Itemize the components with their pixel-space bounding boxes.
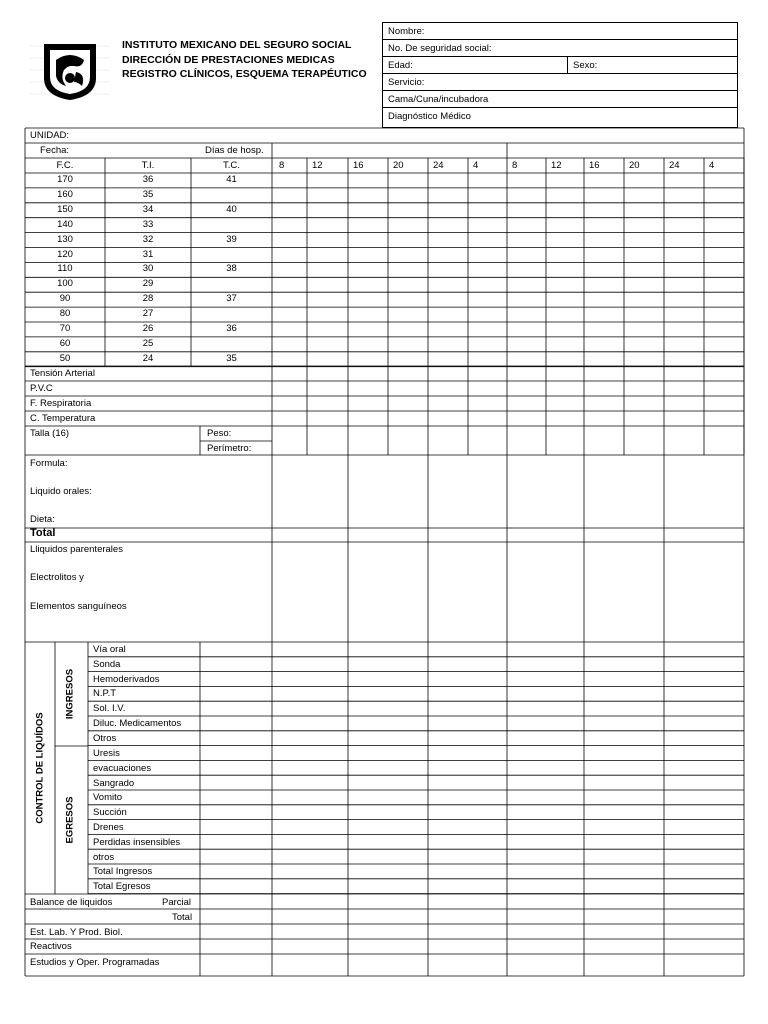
col-fc-header: F.C. <box>56 160 74 171</box>
egreso-item: evacuaciones <box>93 762 152 774</box>
egreso-item: Uresis <box>93 748 120 759</box>
fc-value: 150 <box>57 203 73 215</box>
tc-value: 39 <box>226 233 237 245</box>
ti-value: 34 <box>142 203 154 215</box>
fc-value: 120 <box>57 248 73 260</box>
tc-value: 37 <box>226 293 237 305</box>
hour-header: 8 <box>512 160 518 171</box>
balance-label: Balance de liquidos <box>30 897 113 908</box>
hour-header: 16 <box>353 160 364 171</box>
fc-value: 140 <box>57 218 73 230</box>
dieta-label: Dieta: <box>30 514 55 525</box>
reactivos-label: Reactivos <box>30 941 72 952</box>
age-label: Edad: <box>388 60 413 71</box>
sex-label: Sexo: <box>573 60 598 71</box>
total-label: Total <box>30 527 56 539</box>
perimetro-label: Perímetro: <box>207 443 252 454</box>
unit-label: UNIDAD: <box>30 130 70 141</box>
tc-value: 35 <box>226 352 237 364</box>
hour-header: 4 <box>473 160 479 171</box>
ingreso-item: Sol. I.V. <box>93 703 126 715</box>
ti-value: 28 <box>142 293 154 305</box>
col-ti-header: T.I. <box>141 160 155 171</box>
ti-value: 36 <box>142 174 154 185</box>
estudios-label: Estudios y Oper. Programadas <box>30 957 160 968</box>
formula-label: Formula: <box>30 458 68 469</box>
fc-value: 130 <box>57 233 73 245</box>
tc-value: 36 <box>226 323 237 334</box>
fc-value: 160 <box>57 188 73 200</box>
fc-value: 90 <box>59 293 71 305</box>
direction-name: DIRECCIÓN DE PRESTACIONES MEDICAS <box>122 53 335 66</box>
ingreso-item: Hemoderivados <box>93 673 160 685</box>
ingreso-item: Vía oral <box>93 644 126 655</box>
ssn-label: No. De seguridad social: <box>388 43 492 54</box>
talla-label: Talla (16) <box>30 428 70 439</box>
electrolitos-label: Electrolitos y <box>30 572 84 583</box>
parcial-label: Parcial <box>162 897 192 908</box>
ingreso-item: Diluc. Medicamentos <box>93 718 182 729</box>
hour-header: 12 <box>312 160 323 171</box>
fc-value: 50 <box>59 352 71 364</box>
ingreso-item: N.P.T <box>93 688 117 700</box>
parenterales-label: Lliquidos parenterales <box>30 544 123 555</box>
fc-value: 80 <box>59 308 71 320</box>
ti-value: 30 <box>142 263 154 275</box>
egreso-item: Vomito <box>93 792 123 804</box>
ingreso-item: Sonda <box>93 658 121 670</box>
vital-tension: Tensión Arterial <box>30 368 95 379</box>
ti-value: 33 <box>142 218 154 230</box>
fc-value: 70 <box>59 323 71 334</box>
vital-temperatura: C. Temperatura <box>30 413 96 424</box>
control-liquidos-label: CONTROL DE LIQUÍDOS <box>34 712 46 824</box>
ti-value: 27 <box>142 308 154 320</box>
hour-header: 12 <box>551 160 562 171</box>
hour-header: 24 <box>669 160 680 171</box>
tc-value: 40 <box>226 203 237 215</box>
bed-label: Cama/Cuna/incubadora <box>388 94 489 105</box>
col-tc-header: T.C. <box>223 160 240 171</box>
egreso-item: Sangrado <box>93 777 135 789</box>
ti-value: 29 <box>142 278 154 290</box>
fc-value: 100 <box>57 278 73 290</box>
egreso-item: Drenes <box>93 822 124 833</box>
egreso-item: Total Ingresos <box>93 866 153 878</box>
hosp-days-label: Días de hosp. <box>205 145 264 156</box>
sanguineos-label: Elementos sanguíneos <box>30 601 127 612</box>
ti-value: 31 <box>142 248 154 260</box>
ingreso-item: Otros <box>93 732 117 744</box>
hour-header: 20 <box>393 160 404 171</box>
hour-header: 24 <box>433 160 444 171</box>
fc-value: 110 <box>57 263 73 275</box>
est-lab-label: Est. Lab. Y Prod. Biol. <box>30 927 123 938</box>
hour-header: 20 <box>629 160 640 171</box>
hour-header: 16 <box>589 160 600 171</box>
egreso-item: Succión <box>93 807 127 819</box>
ti-value: 25 <box>142 337 154 349</box>
institution-name: INSTITUTO MEXICANO DEL SEGURO SOCIAL <box>122 39 352 51</box>
balance-total-label: Total <box>172 912 193 923</box>
egresos-label: EGRESOS <box>64 796 76 844</box>
tc-value: 38 <box>226 263 237 275</box>
ingresos-label: INGRESOS <box>64 668 76 720</box>
vital-respiratoria: F. Respiratoria <box>30 398 92 409</box>
tc-value: 41 <box>226 174 237 185</box>
diagnosis-label: Diagnóstico Médico <box>388 111 471 122</box>
ti-value: 26 <box>142 323 154 334</box>
date-label: Fecha: <box>40 145 70 156</box>
name-label: Nombre: <box>388 26 425 37</box>
egreso-item: Total Egresos <box>93 881 151 893</box>
vital-pvc: P.V.C <box>30 383 53 394</box>
hour-header: 4 <box>709 160 715 171</box>
peso-label: Peso: <box>207 428 232 439</box>
liquido-orales-label: Liquido orales: <box>30 486 92 497</box>
register-name: REGISTRO CLÍNICOS, ESQUEMA TERAPÉUTICO <box>122 68 367 80</box>
hour-header: 8 <box>279 160 285 171</box>
egreso-item: otros <box>93 851 115 863</box>
service-label: Servicio: <box>388 77 425 88</box>
egreso-item: Perdidas insensibles <box>93 836 181 848</box>
ti-value: 35 <box>142 188 154 200</box>
ti-value: 24 <box>142 352 154 364</box>
fc-value: 60 <box>59 337 71 349</box>
ti-value: 32 <box>142 233 154 245</box>
fc-value: 170 <box>57 174 73 185</box>
